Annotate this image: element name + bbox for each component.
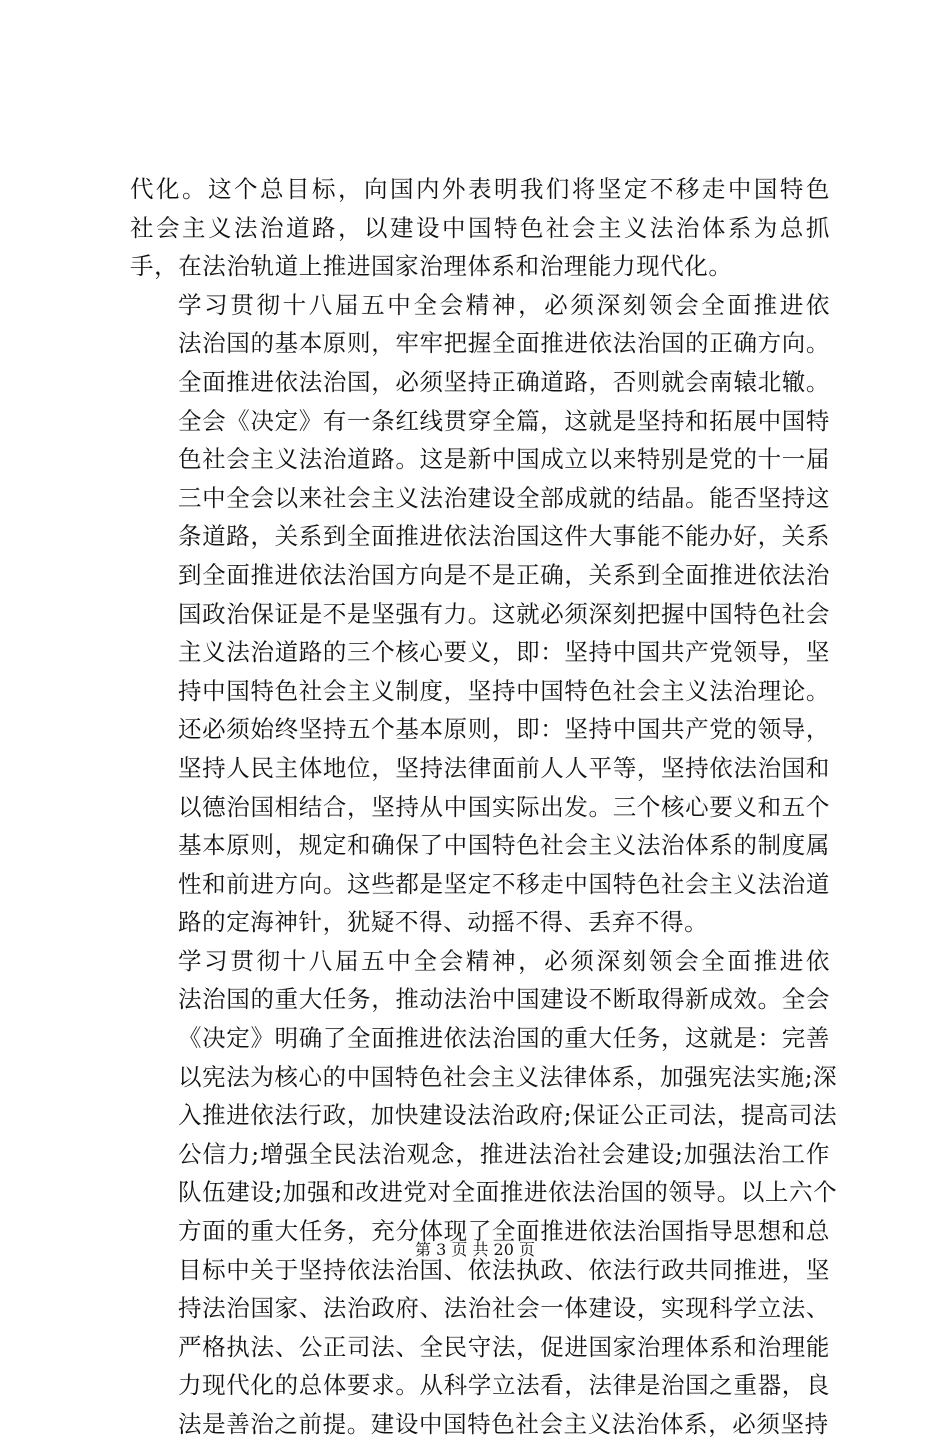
text-line: 三中全会以来社会主义法治建设全部成就的结晶。能否坚持这 bbox=[178, 483, 830, 512]
text-line: 色社会主义法治道路。这是新中国成立以来特别是党的十一届 bbox=[178, 445, 830, 474]
text-line: 路的定海神针，犹疑不得、动摇不得、丢弃不得。 bbox=[178, 908, 709, 937]
text-line: 公信力;增强全民法治观念，推进法治社会建设;加强法治工作 bbox=[178, 1139, 830, 1168]
text-line: 社会主义法治道路，以建设中国特色社会主义法治体系为总抓 bbox=[130, 213, 830, 242]
text-line: 条道路，关系到全面推进依法治国这件大事能不能办好，关系 bbox=[178, 522, 830, 551]
text-line: 全面推进依法治国，必须坚持正确道路，否则就会南辕北辙。 bbox=[178, 367, 830, 396]
text-line: 到全面推进依法治国方向是不是正确，关系到全面推进依法治 bbox=[178, 560, 830, 589]
text-line: 学习贯彻十八届五中全会精神，必须深刻领会全面推进依 bbox=[178, 290, 830, 319]
text-line: 持中国特色社会主义制度，坚持中国特色社会主义法治理论。 bbox=[178, 676, 830, 705]
text-line: 国政治保证是不是坚强有力。这就必须深刻把握中国特色社会 bbox=[178, 599, 830, 628]
text-line: 学习贯彻十八届五中全会精神，必须深刻领会全面推进依 bbox=[178, 946, 830, 975]
text-line: 代化。这个总目标，向国内外表明我们将坚定不移走中国特色 bbox=[130, 175, 830, 203]
text-line: 目标中关于坚持依法治国、依法执政、依法行政共同推进，坚 bbox=[178, 1255, 830, 1284]
page-number-footer: 第 3 页 共 20 页 bbox=[415, 1240, 535, 1259]
text-line: 性和前进方向。这些都是坚定不移走中国特色社会主义法治道 bbox=[178, 869, 830, 898]
text-line: 基本原则，规定和确保了中国特色社会主义法治体系的制度属 bbox=[178, 831, 830, 860]
text-line: 以德治国相结合，坚持从中国实际出发。三个核心要义和五个 bbox=[178, 792, 830, 821]
text-line: 法治国的基本原则，牢牢把握全面推进依法治国的正确方向。 bbox=[178, 329, 830, 358]
paragraph bbox=[130, 286, 830, 942]
paragraph bbox=[130, 942, 838, 1444]
text-line: 队伍建设;加强和改进党对全面推进依法治国的领导。以上六个 bbox=[178, 1178, 838, 1207]
text-line: 力现代化的总体要求。从科学立法看，法律是治国之重器，良 bbox=[178, 1371, 830, 1400]
text-line: 《决定》明确了全面推进依法治国的重大任务，这就是：完善 bbox=[178, 1024, 830, 1053]
text-line: 全会《决定》有一条红线贯穿全篇，这就是坚持和拓展中国特 bbox=[178, 406, 830, 435]
text-line: 严格执法、公正司法、全民守法，促进国家治理体系和治理能 bbox=[178, 1332, 830, 1361]
text-line: 法是善治之前提。建设中国特色社会主义法治体系，必须坚持 bbox=[178, 1410, 829, 1438]
text-line: 法治国的重大任务，推动法治中国建设不断取得新成效。全会 bbox=[178, 985, 830, 1014]
text-line: 坚持人民主体地位，坚持法律面前人人平等，坚持依法治国和 bbox=[178, 753, 830, 782]
text-line: 方面的重大任务，充分体现了全面推进依法治国指导思想和总 bbox=[178, 1217, 830, 1246]
text-line: 入推进依法行政，加快建设法治政府;保证公正司法，提高司法 bbox=[178, 1101, 838, 1130]
text-line: 还必须始终坚持五个基本原则，即：坚持中国共产党的领导， bbox=[178, 715, 830, 744]
text-line: 主义法治道路的三个核心要义，即：坚持中国共产党领导，坚 bbox=[178, 638, 830, 667]
text-line: 手，在法治轨道上推进国家治理体系和治理能力现代化。 bbox=[130, 252, 733, 281]
text-line: 以宪法为核心的中国特色社会主义法律体系，加强宪法实施;深 bbox=[178, 1062, 838, 1091]
text-line: 持法治国家、法治政府、法治社会一体建设，实现科学立法、 bbox=[178, 1294, 830, 1323]
paragraph bbox=[130, 170, 830, 286]
